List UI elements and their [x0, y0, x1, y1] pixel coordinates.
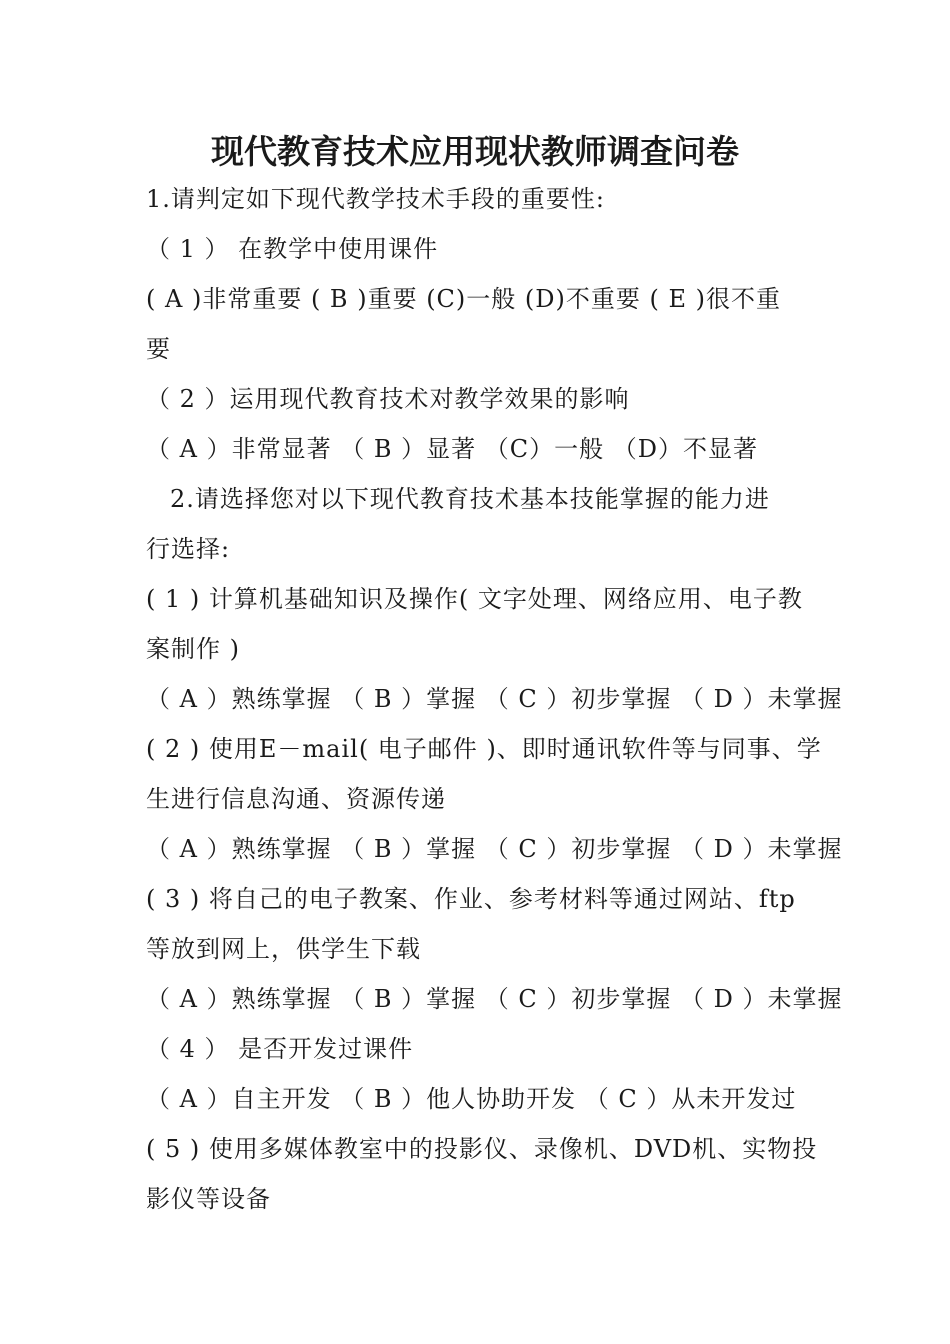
- question-2-item-2-options: （ A ）熟练掌握 （ B ）掌握 （ C ）初步掌握 （ D ）未掌握: [146, 835, 843, 863]
- question-1-heading: 1.请判定如下现代教学技术手段的重要性:: [146, 185, 605, 213]
- question-2-item-2: ( 2 ) 使用E－mail( 电子邮件 )、即时通讯软件等与同事、学: [146, 735, 822, 763]
- question-2-item-1-cont: 案制作 ): [146, 635, 240, 663]
- question-1-item-2-options: （ A ）非常显著 （ B ）显著 （C）一般 （D）不显著: [146, 435, 758, 463]
- question-1-item-1-options: ( A )非常重要 ( B )重要 (C)一般 (D)不重要 ( E )很不重: [146, 285, 782, 313]
- question-2-item-4: （ 4 ） 是否开发过课件: [146, 1035, 414, 1063]
- question-2-item-1: ( 1 ) 计算机基础知识及操作( 文字处理、网络应用、电子教: [146, 585, 803, 613]
- page-title: 现代教育技术应用现状教师调查问卷: [211, 132, 739, 171]
- question-1-item-1: （ 1 ） 在教学中使用课件: [146, 235, 439, 263]
- question-2-item-2-cont: 生进行信息沟通、资源传递: [146, 785, 446, 813]
- question-2-item-5-cont: 影仪等设备: [146, 1185, 271, 1213]
- question-2-heading-cont: 行选择:: [146, 535, 231, 563]
- question-1-item-2: （ 2 ）运用现代教育技术对教学效果的影响: [146, 385, 630, 413]
- question-2-item-1-options: （ A ）熟练掌握 （ B ）掌握 （ C ）初步掌握 （ D ）未掌握: [146, 685, 843, 713]
- question-2-heading: 2.请选择您对以下现代教育技术基本技能掌握的能力进: [170, 485, 770, 513]
- question-1-item-1-options-cont: 要: [146, 335, 171, 363]
- question-2-item-3-options: （ A ）熟练掌握 （ B ）掌握 （ C ）初步掌握 （ D ）未掌握: [146, 985, 843, 1013]
- question-2-item-5: ( 5 ) 使用多媒体教室中的投影仪、录像机、DVD机、实物投: [146, 1135, 818, 1163]
- question-2-item-4-options: （ A ）自主开发 （ B ）他人协助开发 （ C ）从未开发过: [146, 1085, 797, 1113]
- question-2-item-3: ( 3 ) 将自己的电子教案、作业、参考材料等通过网站、ftp: [146, 885, 796, 913]
- question-2-item-3-cont: 等放到网上，供学生下载: [146, 935, 421, 963]
